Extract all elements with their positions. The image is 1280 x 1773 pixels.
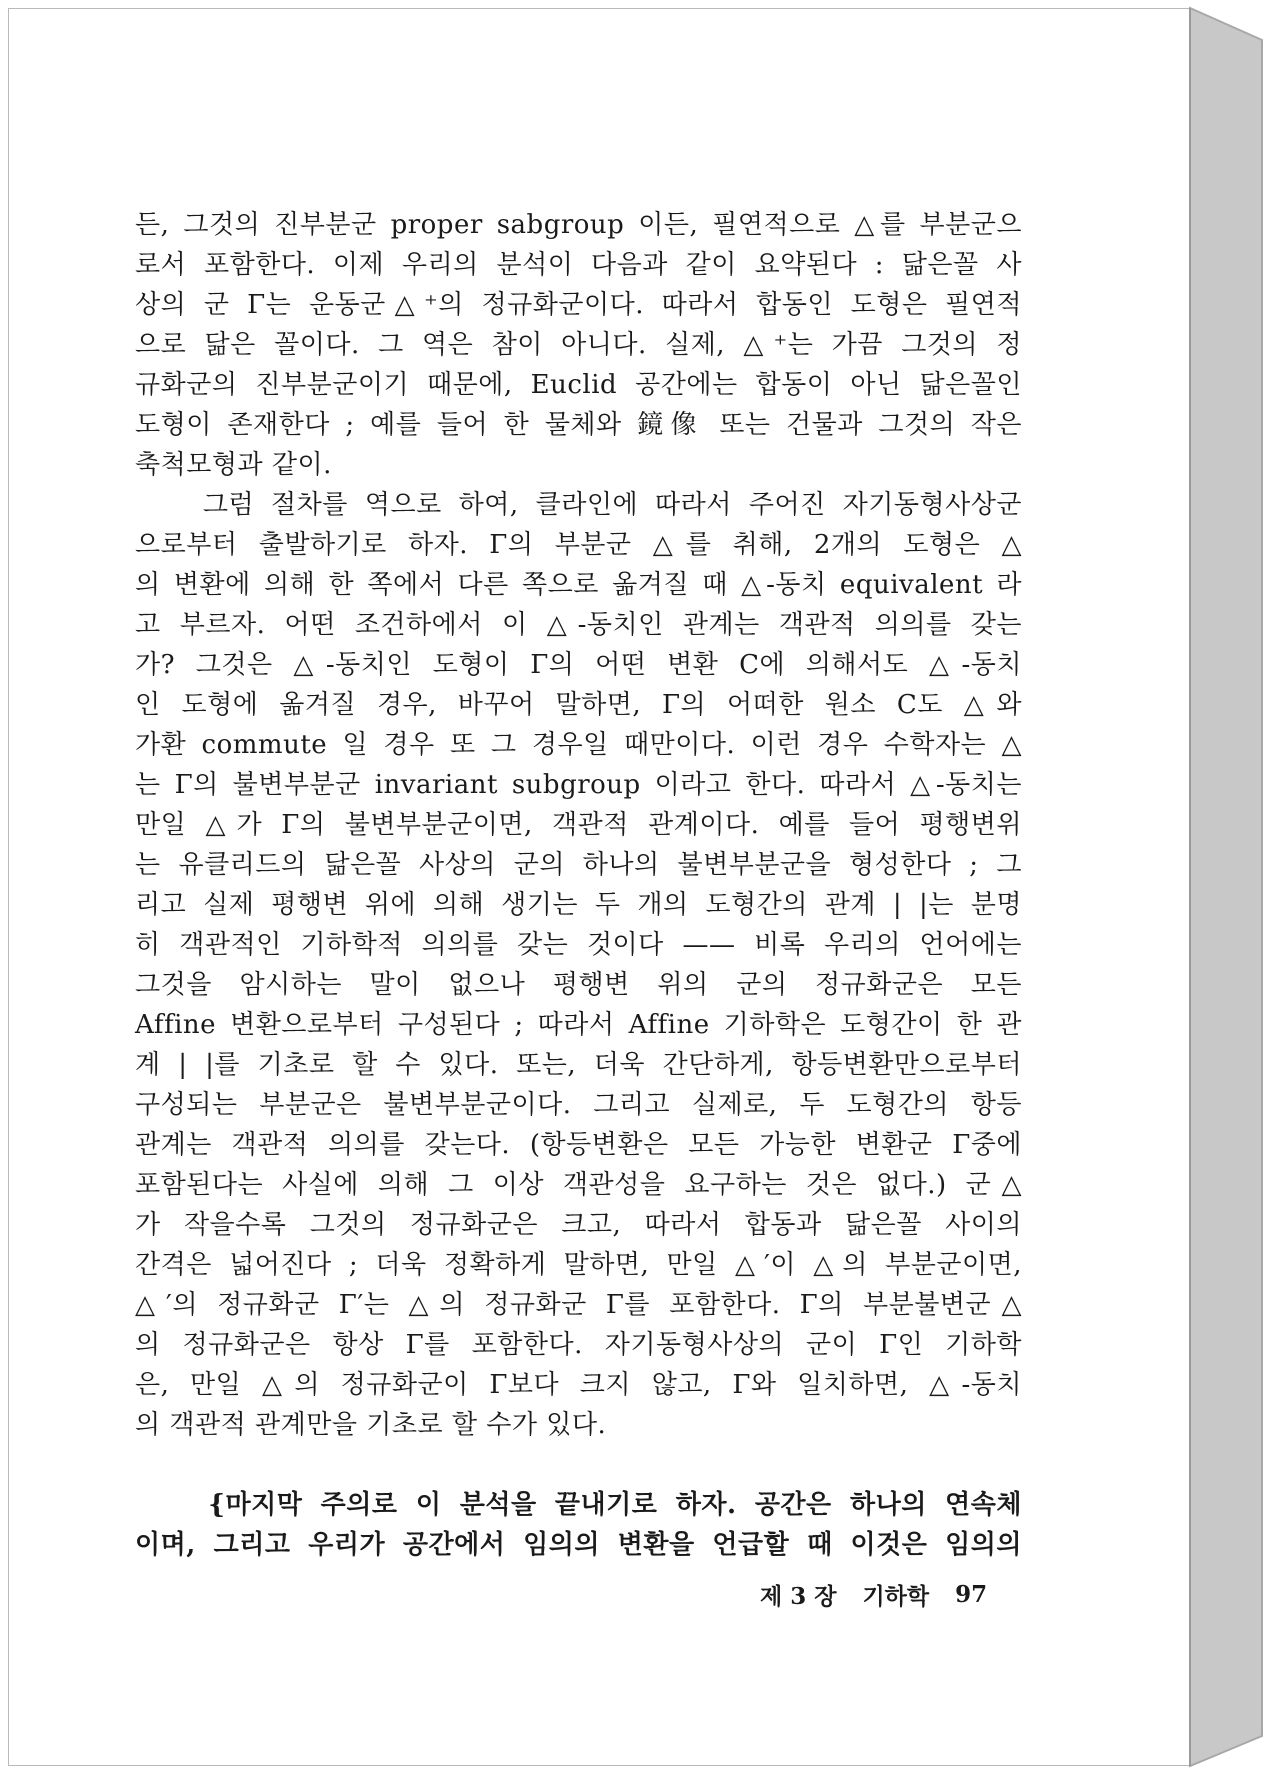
text-line: 포함된다는 사실에 의해 그 이상 객관성을 요구하는 것은 없다.) 군△: [135, 1170, 1022, 1200]
page-text: [135, 205, 1022, 1565]
text-line: 인 도형에 옮겨질 경우, 바꾸어 말하면, Γ의 어떠한 원소 C도 △와: [135, 690, 1022, 720]
paragraph-3: [135, 1485, 1022, 1565]
text-line: 리고 실제 평행변 위에 의해 생기는 두 개의 도형간의 관계 | |는 분명: [135, 890, 1022, 920]
chapter-title: 기하학: [862, 1582, 930, 1610]
text-line: 의 변환에 의해 한 쪽에서 다른 쪽으로 옮겨질 때 △-동치 equivalent 라: [135, 570, 1022, 600]
text-line: 가 작을수록 그것의 정규화군은 크고, 따라서 합동과 닮은꼴 사이의: [135, 1210, 1022, 1240]
text-line: 가환 commute 일 경우 또 그 경우일 때만이다. 이런 경우 수학자는 △: [135, 730, 1022, 760]
text-line: 으로 닮은 꼴이다. 그 역은 참이 아니다. 실제, △⁺는 가끔 그것의 정: [135, 330, 1022, 360]
text-line: 간격은 넓어진다 ; 더욱 정확하게 말하면, 만일 △′이 △의 부분군이면,: [135, 1250, 1022, 1280]
text-line: 의 정규화군은 항상 Γ를 포함한다. 자기동형사상의 군이 Γ인 기하학: [135, 1330, 1022, 1360]
text-line: △′의 정규화군 Γ′는 △의 정규화군 Γ를 포함한다. Γ의 부분불변군△: [135, 1290, 1022, 1320]
text-line: 관계는 객관적 의의를 갖는다. (항등변환은 모든 가능한 변환군 Γ중에: [135, 1130, 1022, 1160]
text-line: 만일 △가 Γ의 불변부분군이면, 객관적 관계이다. 예를 들어 평행변위: [135, 810, 1022, 840]
text-line: 상의 군 Γ는 운동군△⁺의 정규화군이다. 따라서 합동인 도형은 필연적: [135, 290, 1022, 320]
paragraph-gap: [135, 1445, 1022, 1485]
text-line: 규화군의 진부분군이기 때문에, Euclid 공간에는 합동이 아닌 닮은꼴인: [135, 370, 1022, 400]
text-line: 로서 포함한다. 이제 우리의 분석이 다음과 같이 요약된다 : 닮은꼴 사: [135, 250, 1022, 280]
text-line: 는 Γ의 불변부분군 invariant subgroup 이라고 한다. 따라서 △-동치는: [135, 770, 1022, 800]
page-side-panel: [1190, 8, 1262, 1766]
text-line: {마지막 주의로 이 분석을 끝내기로 하자. 공간은 하나의 연속체: [135, 1490, 1022, 1520]
text-line: 의 객관적 관계만을 기초로 할 수가 있다.: [135, 1410, 607, 1440]
chapter-label: 제 3 장: [760, 1582, 837, 1610]
text-line: 은, 만일 △의 정규화군이 Γ보다 크지 않고, Γ와 일치하면, △-동치: [135, 1370, 1022, 1400]
page-footer: [760, 1576, 1002, 1612]
text-line: Affine 변환으로부터 구성된다 ; 따라서 Affine 기하학은 도형간이 한 관: [135, 1010, 1022, 1040]
paragraph-2: [135, 485, 1022, 1445]
text-line: 으로부터 출발하기로 하자. Γ의 부분군 △를 취해, 2개의 도형은 △: [135, 530, 1022, 560]
text-line: 구성되는 부분군은 불변부분군이다. 그리고 실제로, 두 도형간의 항등: [135, 1090, 1022, 1120]
text-line: 그럼 절차를 역으로 하여, 클라인에 따라서 주어진 자기동형사상군: [135, 490, 1022, 520]
text-line: 그것을 암시하는 말이 없으나 평행변 위의 군의 정규화군은 모든: [135, 970, 1022, 1000]
page-number: 97: [955, 1580, 988, 1608]
text-line: 는 유클리드의 닮은꼴 사상의 군의 하나의 불변부분군을 형성한다 ; 그: [135, 850, 1022, 880]
text-line: 이며, 그리고 우리가 공간에서 임의의 변환을 언급할 때 이것은 임의의: [135, 1530, 1022, 1560]
text-line: 고 부르자. 어떤 조건하에서 이 △-동치인 관계는 객관적 의의를 갖는: [135, 610, 1022, 640]
text-line: 축척모형과 같이.: [135, 450, 332, 480]
text-line: 든, 그것의 진부분군 proper sabgroup 이든, 필연적으로 △를 부분군으: [135, 210, 1022, 240]
text-line: 도형이 존재한다 ; 예를 들어 한 물체와 鏡像 또는 건물과 그것의 작은: [135, 410, 1022, 440]
paragraph-1: [135, 205, 1022, 485]
text-line: 히 객관적인 기하학적 의의를 갖는 것이다 —— 비록 우리의 언어에는: [135, 930, 1022, 960]
text-line: 계 | |를 기초로 할 수 있다. 또는, 더욱 간단하게, 항등변환만으로부터: [135, 1050, 1022, 1080]
text-line: 가? 그것은 △-동치인 도형이 Γ의 어떤 변환 C에 의해서도 △-동치: [135, 650, 1022, 680]
